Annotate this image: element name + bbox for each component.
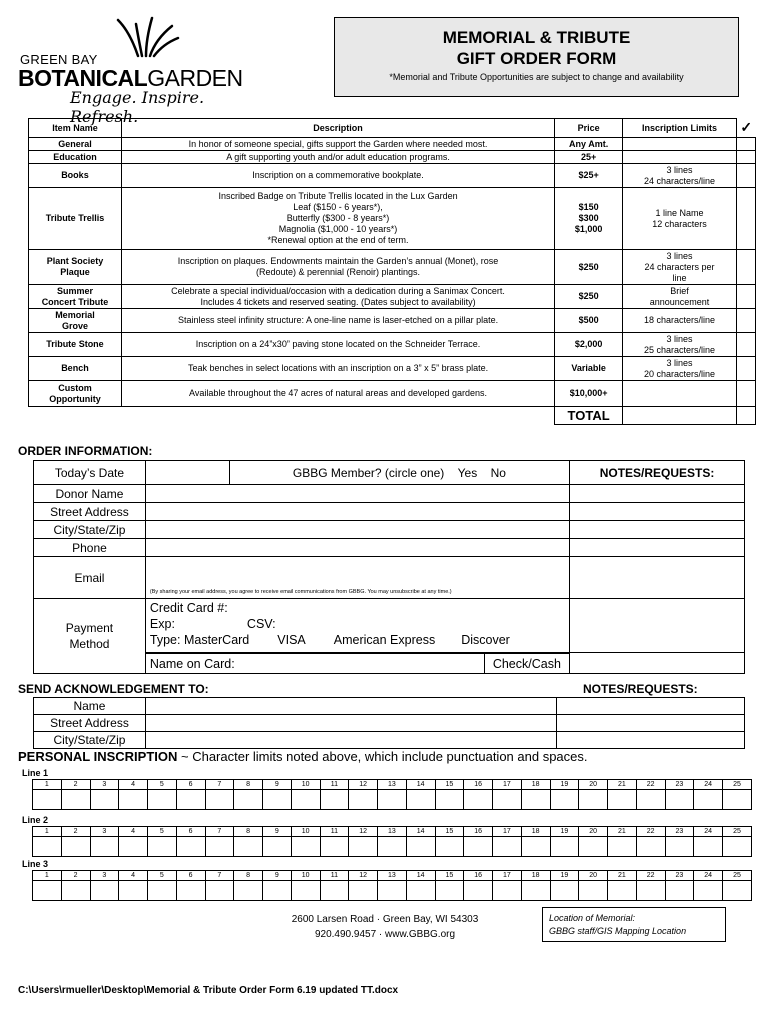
char-box[interactable] [176, 837, 205, 857]
char-box[interactable] [61, 881, 90, 901]
items-check-box[interactable] [736, 250, 755, 285]
notes-field[interactable] [570, 653, 745, 674]
items-row [29, 164, 756, 188]
items-price: $10,000+ [555, 381, 623, 407]
char-box[interactable] [665, 790, 694, 810]
char-number: 15 [435, 871, 464, 881]
line1-grid [32, 779, 752, 810]
char-number: 8 [234, 871, 263, 881]
check-cash-field[interactable]: Check/Cash [484, 654, 569, 674]
ack-city-label: City/State/Zip [34, 732, 146, 749]
char-number: 16 [464, 871, 493, 881]
items-check-box[interactable] [736, 138, 755, 151]
items-name: Bench [29, 357, 122, 381]
items-limits [623, 151, 737, 164]
char-number: 24 [694, 871, 723, 881]
char-number: 19 [550, 827, 579, 837]
char-box[interactable] [435, 790, 464, 810]
char-box[interactable] [723, 790, 752, 810]
name-on-card-field[interactable]: Name on Card: [146, 654, 484, 674]
items-price: Any Amt. [555, 138, 623, 151]
char-number: 2 [61, 871, 90, 881]
char-box[interactable] [90, 790, 119, 810]
char-number: 11 [320, 827, 349, 837]
char-number: 6 [176, 780, 205, 790]
char-number: 11 [320, 871, 349, 881]
items-desc: Available throughout the 47 acres of natural areas and developed gardens. [121, 381, 554, 407]
items-desc: Inscription on a 24”x30” paving stone located on the Schneider Terrace. [121, 333, 554, 357]
char-box[interactable] [234, 790, 263, 810]
order-table [33, 460, 745, 674]
char-number: 8 [234, 780, 263, 790]
items-limits [623, 138, 737, 151]
phone-field[interactable] [145, 539, 569, 557]
line3-label: Line 3 [22, 859, 49, 869]
title-line1: MEMORIAL & TRIBUTE [442, 28, 631, 47]
ack-city-field[interactable] [145, 732, 556, 749]
title-line2: GIFT ORDER FORM [456, 49, 617, 68]
char-number: 20 [579, 871, 608, 881]
char-box[interactable] [148, 881, 177, 901]
items-check-box[interactable] [736, 333, 755, 357]
char-number: 18 [521, 827, 550, 837]
line2-label: Line 2 [22, 815, 49, 825]
items-row [29, 381, 756, 407]
items-row [29, 357, 756, 381]
items-desc: In honor of someone special, gifts support the Garden where needed most. [121, 138, 554, 151]
char-number: 4 [119, 827, 148, 837]
char-number: 21 [608, 871, 637, 881]
items-row [29, 138, 756, 151]
char-number: 14 [406, 827, 435, 837]
todays-date-field[interactable] [145, 461, 229, 485]
items-price: $250 [555, 250, 623, 285]
char-number: 22 [636, 827, 665, 837]
char-number: 5 [148, 871, 177, 881]
char-number: 23 [665, 871, 694, 881]
char-box[interactable] [665, 881, 694, 901]
char-box[interactable] [406, 881, 435, 901]
char-box[interactable] [148, 790, 177, 810]
char-number: 6 [176, 871, 205, 881]
char-box[interactable] [493, 881, 522, 901]
char-box[interactable] [291, 881, 320, 901]
char-box[interactable] [665, 837, 694, 857]
ack-street-field[interactable] [145, 715, 556, 732]
char-box[interactable] [234, 881, 263, 901]
city-field[interactable] [145, 521, 569, 539]
notes-field[interactable] [570, 599, 745, 653]
items-row [29, 188, 756, 250]
char-number: 12 [349, 780, 378, 790]
char-box[interactable] [406, 790, 435, 810]
char-box[interactable] [378, 790, 407, 810]
items-limits: Brief announcement [623, 285, 737, 309]
char-number: 20 [579, 780, 608, 790]
notes-field[interactable] [570, 485, 745, 503]
items-header-0: Item Name [29, 119, 122, 138]
footer-address: 2600 Larsen Road · Green Bay, WI 54303 920.490.9457 · www.GBBG.org [291, 914, 479, 940]
char-box[interactable] [464, 837, 493, 857]
char-number: 25 [723, 827, 752, 837]
char-number: 3 [90, 780, 119, 790]
items-row [29, 285, 756, 309]
char-box[interactable] [90, 837, 119, 857]
items-name: General [29, 138, 122, 151]
char-box[interactable] [33, 881, 62, 901]
char-box[interactable] [493, 837, 522, 857]
char-number: 9 [263, 827, 292, 837]
char-number: 22 [636, 871, 665, 881]
char-number: 24 [694, 780, 723, 790]
char-number: 15 [435, 827, 464, 837]
items-desc: Inscription on plaques. Endowments maintain the Garden’s annual (Monet), rose (Redoute) & perennial (Renoir) plantings. [121, 250, 554, 285]
char-box[interactable] [521, 837, 550, 857]
items-name: Memorial Grove [29, 309, 122, 333]
total-row [29, 407, 756, 425]
char-box[interactable] [636, 881, 665, 901]
char-number: 3 [90, 871, 119, 881]
char-box[interactable] [33, 790, 62, 810]
char-box[interactable] [550, 790, 579, 810]
fountain-icon [108, 16, 188, 58]
items-row [29, 151, 756, 164]
char-number: 14 [406, 871, 435, 881]
char-box[interactable] [521, 790, 550, 810]
todays-date-label: Today’s Date [34, 461, 146, 485]
char-number: 11 [320, 780, 349, 790]
char-number: 7 [205, 780, 234, 790]
ack-street-label: Street Address [34, 715, 146, 732]
items-header-2: Price [555, 119, 623, 138]
items-check-box[interactable] [736, 188, 755, 250]
char-number: 13 [378, 780, 407, 790]
char-box[interactable] [608, 837, 637, 857]
logo-line2: BOTANICALGARDEN [18, 65, 243, 91]
char-number: 21 [608, 827, 637, 837]
member-question[interactable]: GBBG Member? (circle one) Yes No [229, 461, 569, 485]
char-number: 10 [291, 827, 320, 837]
char-number: 21 [608, 780, 637, 790]
items-limits: 3 lines 24 characters per line [623, 250, 737, 285]
char-number: 19 [550, 871, 579, 881]
char-number: 5 [148, 780, 177, 790]
items-check-box[interactable] [736, 381, 755, 407]
items-row [29, 309, 756, 333]
char-box[interactable] [61, 790, 90, 810]
items-check-box[interactable] [736, 285, 755, 309]
char-number: 22 [636, 780, 665, 790]
char-number: 16 [464, 780, 493, 790]
char-number: 9 [263, 780, 292, 790]
char-number: 1 [33, 827, 62, 837]
char-box[interactable] [33, 837, 62, 857]
order-heading: ORDER INFORMATION: [18, 444, 153, 458]
char-number: 12 [349, 827, 378, 837]
items-check-box[interactable] [736, 357, 755, 381]
total-label: TOTAL [555, 407, 623, 425]
char-box[interactable] [435, 837, 464, 857]
char-number: 25 [723, 871, 752, 881]
logo [18, 16, 248, 126]
char-box[interactable] [694, 881, 723, 901]
items-name: Plant Society Plaque [29, 250, 122, 285]
donor-name-field[interactable] [145, 485, 569, 503]
items-header-1: Description [121, 119, 554, 138]
char-number: 10 [291, 780, 320, 790]
char-number: 4 [119, 780, 148, 790]
items-price: $500 [555, 309, 623, 333]
email-field[interactable]: (By sharing your email address, you agree to receive email communications from GBBG. You may unsubscribe at any time.) [145, 557, 569, 599]
items-name: Custom Opportunity [29, 381, 122, 407]
notes-label: NOTES/REQUESTS: [570, 461, 745, 485]
items-name: Tribute Stone [29, 333, 122, 357]
char-box[interactable] [176, 881, 205, 901]
char-box[interactable] [636, 790, 665, 810]
items-limits: 3 lines 24 characters/line [623, 164, 737, 188]
char-box[interactable] [263, 837, 292, 857]
items-row [29, 333, 756, 357]
items-header-3: Inscription Limits [623, 119, 737, 138]
total-check [736, 407, 755, 425]
notes-field[interactable] [570, 521, 745, 539]
char-number: 23 [665, 827, 694, 837]
ack-name-field[interactable] [145, 698, 556, 715]
notes-field[interactable] [570, 539, 745, 557]
items-name: Books [29, 164, 122, 188]
title-box [334, 17, 739, 97]
char-box[interactable] [493, 790, 522, 810]
name-on-card-row [145, 653, 569, 674]
char-box[interactable] [521, 881, 550, 901]
char-number: 19 [550, 780, 579, 790]
items-desc: Inscribed Badge on Tribute Trellis located in the Lux Garden Leaf ($150 - 6 years*), Butterfly ($300 - 8 years*) Magnolia ($1,000 - 10 years*) *Renewal option at the end of term. [121, 188, 554, 250]
items-header-4: ✓ [736, 119, 755, 138]
items-desc: Stainless steel infinity structure: A one-line name is laser-etched on a pillar plate. [121, 309, 554, 333]
char-number: 15 [435, 780, 464, 790]
char-box[interactable] [464, 881, 493, 901]
char-box[interactable] [320, 790, 349, 810]
items-name: Summer Concert Tribute [29, 285, 122, 309]
items-check-box[interactable] [736, 309, 755, 333]
char-box[interactable] [464, 790, 493, 810]
char-box[interactable] [694, 837, 723, 857]
char-box[interactable] [723, 837, 752, 857]
credit-card-block[interactable]: Credit Card #: Exp: CSV: Type: MasterCard VISA American Express Discover [145, 599, 569, 653]
char-number: 10 [291, 871, 320, 881]
items-limits: 1 line Name 12 characters [623, 188, 737, 250]
char-box[interactable] [205, 790, 234, 810]
char-box[interactable] [636, 837, 665, 857]
notes-field[interactable] [570, 503, 745, 521]
items-desc: Teak benches in select locations with an inscription on a 3” x 5” brass plate. [121, 357, 554, 381]
ack-table [33, 697, 745, 749]
char-number: 1 [33, 871, 62, 881]
char-box[interactable] [550, 881, 579, 901]
char-number: 7 [205, 827, 234, 837]
char-box[interactable] [435, 881, 464, 901]
char-box[interactable] [320, 837, 349, 857]
char-number: 7 [205, 871, 234, 881]
items-price: $250 [555, 285, 623, 309]
line3-grid [32, 870, 752, 901]
city-label: City/State/Zip [34, 521, 146, 539]
ack-notes-field[interactable] [557, 715, 745, 732]
char-number: 2 [61, 780, 90, 790]
inscription-heading: PERSONAL INSCRIPTION ~ Character limits noted above, which include punctuation and spaces. [18, 749, 588, 764]
payment-label: Payment Method [34, 599, 146, 674]
char-number: 17 [493, 827, 522, 837]
street-label: Street Address [34, 503, 146, 521]
items-table [28, 118, 756, 425]
items-price: $2,000 [555, 333, 623, 357]
char-number: 17 [493, 871, 522, 881]
items-price: 25+ [555, 151, 623, 164]
char-box[interactable] [234, 837, 263, 857]
items-price: $25+ [555, 164, 623, 188]
file-path: C:\Users\rmueller\Desktop\Memorial & Tribute Order Form 6.19 updated TT.docx [18, 985, 399, 996]
ack-name-label: Name [34, 698, 146, 715]
ack-notes-field[interactable] [557, 732, 745, 749]
items-price: Variable [555, 357, 623, 381]
char-box[interactable] [579, 837, 608, 857]
items-limits [623, 381, 737, 407]
char-box[interactable] [291, 837, 320, 857]
char-box[interactable] [320, 881, 349, 901]
email-label: Email [34, 557, 146, 599]
items-row [29, 250, 756, 285]
char-number: 17 [493, 780, 522, 790]
char-number: 24 [694, 827, 723, 837]
char-box[interactable] [579, 790, 608, 810]
char-number: 20 [579, 827, 608, 837]
char-box[interactable] [90, 881, 119, 901]
line1-label: Line 1 [22, 768, 49, 778]
char-number: 23 [665, 780, 694, 790]
char-number: 9 [263, 871, 292, 881]
title-note: *Memorial and Tribute Opportunities are subject to change and availability [389, 72, 684, 82]
char-box[interactable] [205, 881, 234, 901]
char-box[interactable] [694, 790, 723, 810]
char-box[interactable] [263, 790, 292, 810]
items-desc: A gift supporting youth and/or adult education programs. [121, 151, 554, 164]
items-limits: 3 lines 20 characters/line [623, 357, 737, 381]
char-box[interactable] [349, 790, 378, 810]
char-box[interactable] [378, 837, 407, 857]
char-box[interactable] [263, 881, 292, 901]
char-box[interactable] [349, 881, 378, 901]
char-box[interactable] [119, 790, 148, 810]
char-box[interactable] [291, 790, 320, 810]
char-box[interactable] [119, 881, 148, 901]
char-number: 18 [521, 780, 550, 790]
char-number: 3 [90, 827, 119, 837]
items-limits: 18 characters/line [623, 309, 737, 333]
char-number: 13 [378, 871, 407, 881]
items-limits: 3 lines 25 characters/line [623, 333, 737, 357]
char-box[interactable] [61, 837, 90, 857]
char-box[interactable] [608, 790, 637, 810]
char-box[interactable] [723, 881, 752, 901]
logo-line1: GREEN BAY [20, 52, 98, 67]
items-name: Tribute Trellis [29, 188, 122, 250]
char-box[interactable] [349, 837, 378, 857]
logo-tagline: Engage. Inspire. Refresh. [70, 88, 205, 126]
char-number: 1 [33, 780, 62, 790]
notes-field[interactable] [570, 557, 745, 599]
char-number: 8 [234, 827, 263, 837]
ack-heading: SEND ACKNOWLEDGEMENT TO: [18, 682, 209, 696]
char-box[interactable] [119, 837, 148, 857]
char-box[interactable] [579, 881, 608, 901]
char-number: 18 [521, 871, 550, 881]
total-field[interactable] [623, 407, 737, 425]
ack-notes-field[interactable] [557, 698, 745, 715]
char-box[interactable] [148, 837, 177, 857]
donor-name-label: Donor Name [34, 485, 146, 503]
char-box[interactable] [176, 790, 205, 810]
items-price: $150 $300 $1,000 [555, 188, 623, 250]
char-number: 14 [406, 780, 435, 790]
items-desc: Celebrate a special individual/occasion with a dedication during a Sanimax Concert. Includes 4 tickets and reserved seating. (Dates subject to availability) [121, 285, 554, 309]
phone-label: Phone [34, 539, 146, 557]
char-number: 16 [464, 827, 493, 837]
items-name: Education [29, 151, 122, 164]
char-box[interactable] [205, 837, 234, 857]
items-desc: Inscription on a commemorative bookplate. [121, 164, 554, 188]
items-check-box[interactable] [736, 164, 755, 188]
char-number: 2 [61, 827, 90, 837]
street-field[interactable] [145, 503, 569, 521]
char-box[interactable] [608, 881, 637, 901]
line2-grid [32, 826, 752, 857]
char-number: 6 [176, 827, 205, 837]
char-box[interactable] [550, 837, 579, 857]
char-box[interactable] [406, 837, 435, 857]
char-box[interactable] [378, 881, 407, 901]
char-number: 12 [349, 871, 378, 881]
char-number: 25 [723, 780, 752, 790]
char-number: 4 [119, 871, 148, 881]
ack-notes-label: NOTES/REQUESTS: [583, 682, 698, 696]
items-check-box[interactable] [736, 151, 755, 164]
location-box: Location of Memorial: GBBG staff/GIS Mapping Location [542, 907, 726, 942]
char-number: 5 [148, 827, 177, 837]
char-number: 13 [378, 827, 407, 837]
